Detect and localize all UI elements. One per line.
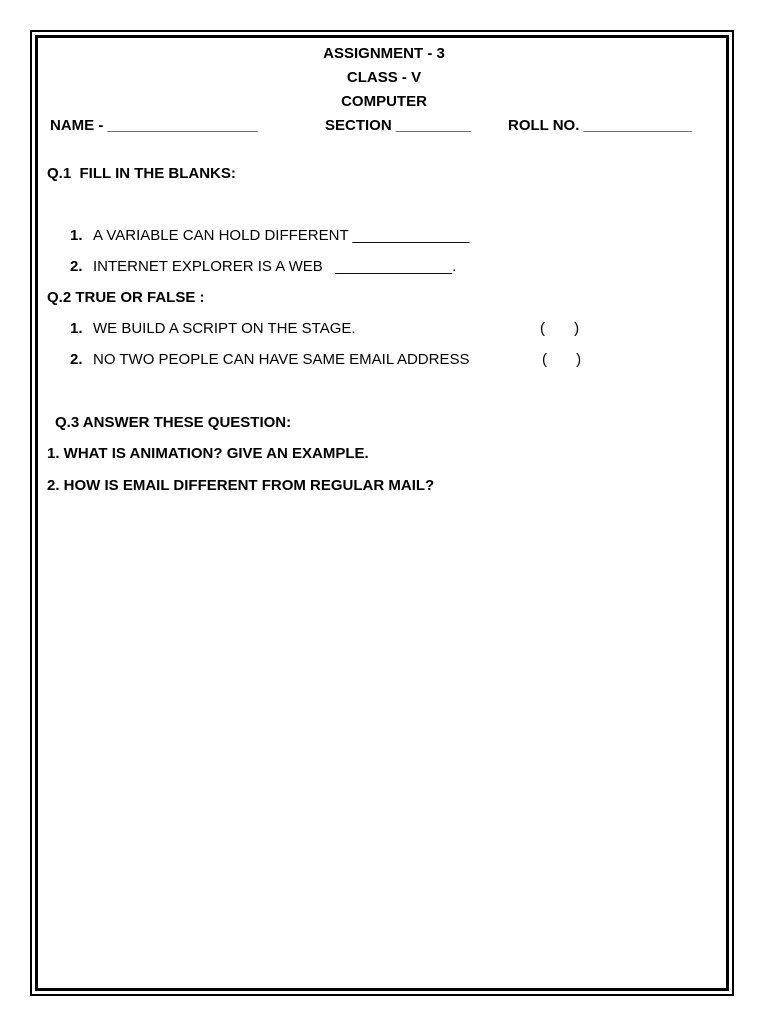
q1-item-1-number: 1. xyxy=(70,227,83,244)
q1-heading: Q.1 FILL IN THE BLANKS: xyxy=(47,165,236,182)
roll-number-field: ROLL NO. _____________ xyxy=(508,117,693,134)
class-title: CLASS - V xyxy=(346,69,422,86)
q2-item-2-answer-brackets: ( ) xyxy=(542,351,582,368)
q1-item-2-number: 2. xyxy=(70,258,83,275)
q3-heading: Q.3 ANSWER THESE QUESTION: xyxy=(55,414,292,431)
q2-item-1-number: 1. xyxy=(70,320,83,337)
q2-item-2-number: 2. xyxy=(70,351,83,368)
q3-item-1: 1. WHAT IS ANIMATION? GIVE AN EXAMPLE. xyxy=(47,445,369,462)
q1-item-2-text: INTERNET EXPLORER IS A WEB ______________. xyxy=(93,258,457,275)
q2-item-1-answer-brackets: ( ) xyxy=(540,320,580,337)
q2-heading: Q.2 TRUE OR FALSE : xyxy=(47,289,205,306)
subject-title: COMPUTER xyxy=(341,93,427,110)
section-field: SECTION _________ xyxy=(325,117,471,134)
name-field: NAME - __________________ xyxy=(50,117,258,134)
q2-item-2-text: NO TWO PEOPLE CAN HAVE SAME EMAIL ADDRESS xyxy=(93,351,470,368)
q3-item-2: 2. HOW IS EMAIL DIFFERENT FROM REGULAR MAIL? xyxy=(47,477,435,494)
assignment-title: ASSIGNMENT - 3 xyxy=(323,45,445,62)
q1-item-1-text: A VARIABLE CAN HOLD DIFFERENT ______________ xyxy=(93,227,470,244)
q2-item-1-text: WE BUILD A SCRIPT ON THE STAGE. xyxy=(93,320,356,337)
